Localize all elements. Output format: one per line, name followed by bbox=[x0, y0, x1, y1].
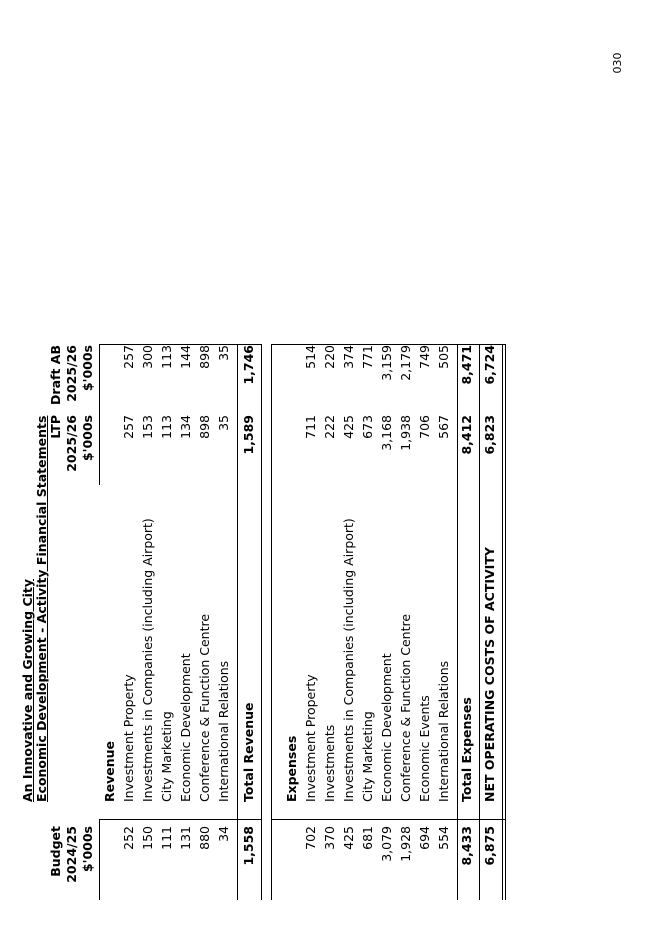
rule-line bbox=[99, 345, 100, 485]
total-expenses-draft: 8,471 bbox=[459, 345, 474, 385]
revenue-row-label: Investments in Companies (including Airport) bbox=[140, 518, 155, 802]
expense-row-ltp: 1,938 bbox=[398, 415, 413, 451]
net-operating-costs-budget: 6,875 bbox=[482, 826, 497, 866]
expense-row-ltp: 673 bbox=[360, 415, 375, 439]
revenue-row-label: Conference & Function Centre bbox=[197, 613, 212, 802]
revenue-row-ltp: 134 bbox=[178, 415, 193, 439]
revenue-row-ltp: 257 bbox=[121, 415, 136, 439]
total-expenses-label: Total Expenses bbox=[459, 697, 474, 802]
expense-row-label: International Relations bbox=[436, 660, 451, 802]
column-divider bbox=[271, 819, 506, 820]
revenue-row-draft: 113 bbox=[159, 345, 174, 369]
ltp-header-2: 2025/26 bbox=[64, 415, 79, 472]
total-revenue-budget: 1,558 bbox=[241, 826, 256, 866]
expense-row-budget: 702 bbox=[303, 826, 318, 850]
rule-line bbox=[99, 820, 100, 900]
expense-row-label: Investments in Companies (including Airport) bbox=[341, 518, 356, 802]
draft-header-1: Draft AB bbox=[48, 345, 63, 405]
rule-line bbox=[479, 345, 480, 900]
title-line-2: Economic Development - Activity Financial Statements bbox=[34, 415, 49, 802]
expense-row-draft: 2,179 bbox=[398, 345, 413, 381]
financial-statement-table bbox=[20, 20, 497, 900]
rule-line bbox=[457, 345, 458, 900]
expense-row-draft: 514 bbox=[303, 345, 318, 369]
total-expenses-budget: 8,433 bbox=[459, 826, 474, 866]
expense-row-draft: 771 bbox=[360, 345, 375, 369]
revenue-row-budget: 131 bbox=[178, 826, 193, 850]
expense-row-budget: 554 bbox=[436, 826, 451, 850]
revenue-heading: Revenue bbox=[102, 740, 117, 802]
expense-row-label: Investments bbox=[322, 724, 337, 802]
draft-header-2: 2025/26 bbox=[64, 345, 79, 402]
expense-row-draft: 749 bbox=[417, 345, 432, 369]
net-operating-costs-draft: 6,724 bbox=[482, 345, 497, 385]
page-number: 030 bbox=[611, 52, 624, 74]
expense-row-ltp: 425 bbox=[341, 415, 356, 439]
total-revenue-label: Total Revenue bbox=[241, 702, 256, 802]
revenue-row-ltp: 898 bbox=[197, 415, 212, 439]
expense-row-draft: 505 bbox=[436, 345, 451, 369]
revenue-row-label: Investment Property bbox=[121, 674, 136, 802]
revenue-row-ltp: 35 bbox=[216, 415, 231, 431]
revenue-row-budget: 252 bbox=[121, 826, 136, 850]
revenue-row-draft: 257 bbox=[121, 345, 136, 369]
budget-header-3: $'000s bbox=[80, 826, 95, 873]
revenue-row-draft: 300 bbox=[140, 345, 155, 369]
rule-line bbox=[505, 345, 506, 900]
total-revenue-draft: 1,746 bbox=[241, 345, 256, 385]
revenue-row-budget: 150 bbox=[140, 826, 155, 850]
revenue-row-ltp: 153 bbox=[140, 415, 155, 439]
expense-row-budget: 3,079 bbox=[379, 826, 394, 862]
revenue-row-label: International Relations bbox=[216, 660, 231, 802]
total-revenue-ltp: 1,589 bbox=[241, 415, 256, 455]
revenue-row-draft: 144 bbox=[178, 345, 193, 369]
expense-row-ltp: 567 bbox=[436, 415, 451, 439]
rule-line bbox=[261, 345, 262, 900]
expense-row-budget: 370 bbox=[322, 826, 337, 850]
expense-row-label: City Marketing bbox=[360, 711, 375, 802]
expense-row-ltp: 711 bbox=[303, 415, 318, 439]
revenue-row-budget: 111 bbox=[159, 826, 174, 850]
expense-row-budget: 694 bbox=[417, 826, 432, 850]
rule-line bbox=[271, 345, 272, 900]
title-line-1: An Innovative and Growing City bbox=[20, 578, 35, 802]
column-divider bbox=[99, 819, 262, 820]
net-operating-costs-ltp: 6,823 bbox=[482, 415, 497, 455]
expenses-heading: Expenses bbox=[284, 735, 299, 802]
expense-row-label: Conference & Function Centre bbox=[398, 613, 413, 802]
revenue-row-label: Economic Development bbox=[178, 653, 193, 802]
revenue-row-ltp: 113 bbox=[159, 415, 174, 439]
expense-row-draft: 374 bbox=[341, 345, 356, 369]
rule-line bbox=[237, 345, 238, 900]
revenue-row-budget: 880 bbox=[197, 826, 212, 850]
ltp-header-3: $'000s bbox=[80, 415, 95, 462]
revenue-row-draft: 898 bbox=[197, 345, 212, 369]
budget-header-2: 2024/25 bbox=[64, 826, 79, 883]
revenue-row-label: City Marketing bbox=[159, 711, 174, 802]
revenue-row-draft: 35 bbox=[216, 345, 231, 361]
expense-row-ltp: 706 bbox=[417, 415, 432, 439]
expense-row-label: Economic Events bbox=[417, 695, 432, 802]
expense-row-draft: 220 bbox=[322, 345, 337, 369]
expense-row-budget: 425 bbox=[341, 826, 356, 850]
draft-header-3: $'000s bbox=[80, 345, 95, 392]
expense-row-ltp: 3,168 bbox=[379, 415, 394, 451]
ltp-header-1: LTP bbox=[48, 415, 63, 439]
revenue-row-budget: 34 bbox=[216, 826, 231, 842]
net-operating-costs-label: NET OPERATING COSTS OF ACTIVITY bbox=[482, 547, 497, 802]
expense-row-ltp: 222 bbox=[322, 415, 337, 439]
budget-header-1: Budget bbox=[48, 826, 63, 877]
expense-row-draft: 3,159 bbox=[379, 345, 394, 381]
expense-row-budget: 1,928 bbox=[398, 826, 413, 862]
expense-row-budget: 681 bbox=[360, 826, 375, 850]
total-expenses-ltp: 8,412 bbox=[459, 415, 474, 455]
expense-row-label: Investment Property bbox=[303, 674, 318, 802]
rule-line bbox=[502, 345, 503, 900]
expense-row-label: Economic Development bbox=[379, 653, 394, 802]
